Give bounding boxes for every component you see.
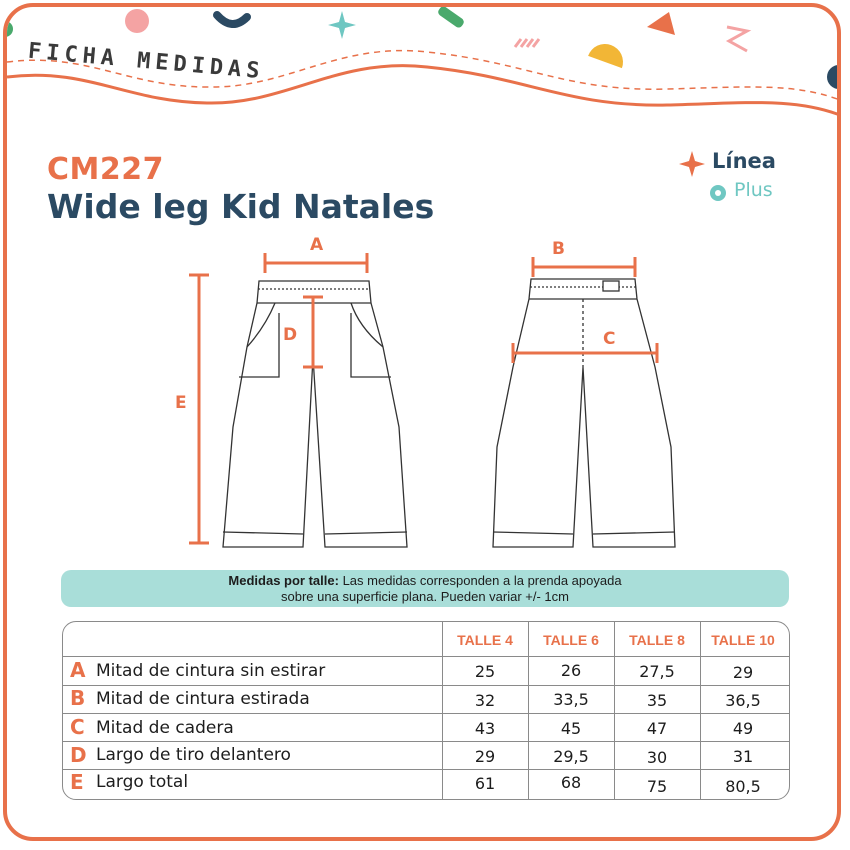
row-divider <box>63 656 789 657</box>
label-e: E <box>175 393 187 413</box>
brand-line2: Plus <box>734 179 773 201</box>
banner-title: FICHA MEDIDAS <box>26 38 266 85</box>
row-letter: A <box>70 658 86 682</box>
table-cell: 75 <box>646 777 668 796</box>
row-label: Largo de tiro delantero <box>96 745 291 765</box>
column-header: TALLE 4 <box>457 632 513 648</box>
row-label: Mitad de cintura estirada <box>96 689 310 709</box>
row-letter: C <box>70 715 85 739</box>
table-cell: 36,5 <box>725 691 761 710</box>
col-divider <box>442 622 443 799</box>
table-cell: 31 <box>732 747 754 766</box>
table-cell: 47 <box>646 719 668 738</box>
label-b: B <box>552 239 565 259</box>
size-table <box>62 621 790 800</box>
row-letter: B <box>70 686 86 710</box>
table-cell: 35 <box>646 691 668 710</box>
row-divider <box>63 741 789 742</box>
brand-line1: Línea <box>712 149 776 173</box>
table-cell: 80,5 <box>725 777 761 796</box>
front-view <box>223 281 407 547</box>
table-cell: 27,5 <box>639 662 675 681</box>
table-cell: 33,5 <box>553 690 589 709</box>
row-label: Largo total <box>96 772 189 792</box>
row-divider <box>63 685 789 686</box>
table-cell: 29 <box>732 663 754 682</box>
table-cell: 29,5 <box>553 747 589 766</box>
pants-diagram <box>7 7 841 567</box>
table-cell: 49 <box>732 719 754 738</box>
table-cell: 29 <box>474 747 496 766</box>
row-letter: D <box>70 743 87 767</box>
note-text1: Las medidas corresponden a la prenda apoyada <box>342 573 622 588</box>
column-header: TALLE 10 <box>711 632 775 648</box>
note-bold: Medidas por talle: <box>228 573 339 588</box>
row-divider <box>63 713 789 714</box>
product-code: CM227 <box>47 152 164 187</box>
row-label: Mitad de cadera <box>96 718 234 738</box>
label-d: D <box>283 325 298 345</box>
table-cell: 61 <box>474 774 496 793</box>
row-letter: E <box>70 770 84 794</box>
note-text2: sobre una superficie plana. Pueden variar +/- 1cm <box>281 589 569 604</box>
col-divider <box>700 622 701 799</box>
table-cell: 26 <box>560 661 582 680</box>
table-cell: 32 <box>474 691 496 710</box>
label-c: C <box>603 329 616 349</box>
column-header: TALLE 8 <box>629 632 685 648</box>
table-cell: 30 <box>646 748 668 767</box>
table-cell: 45 <box>560 719 582 738</box>
label-a: A <box>310 235 324 255</box>
table-cell: 68 <box>560 773 582 792</box>
product-name: Wide leg Kid Natales <box>47 187 435 226</box>
table-cell: 43 <box>474 719 496 738</box>
row-divider <box>63 769 789 770</box>
row-label: Mitad de cintura sin estirar <box>96 661 326 681</box>
measurement-note <box>61 570 789 607</box>
column-header: TALLE 6 <box>543 632 599 648</box>
back-view <box>493 279 675 547</box>
table-cell: 25 <box>474 662 496 681</box>
